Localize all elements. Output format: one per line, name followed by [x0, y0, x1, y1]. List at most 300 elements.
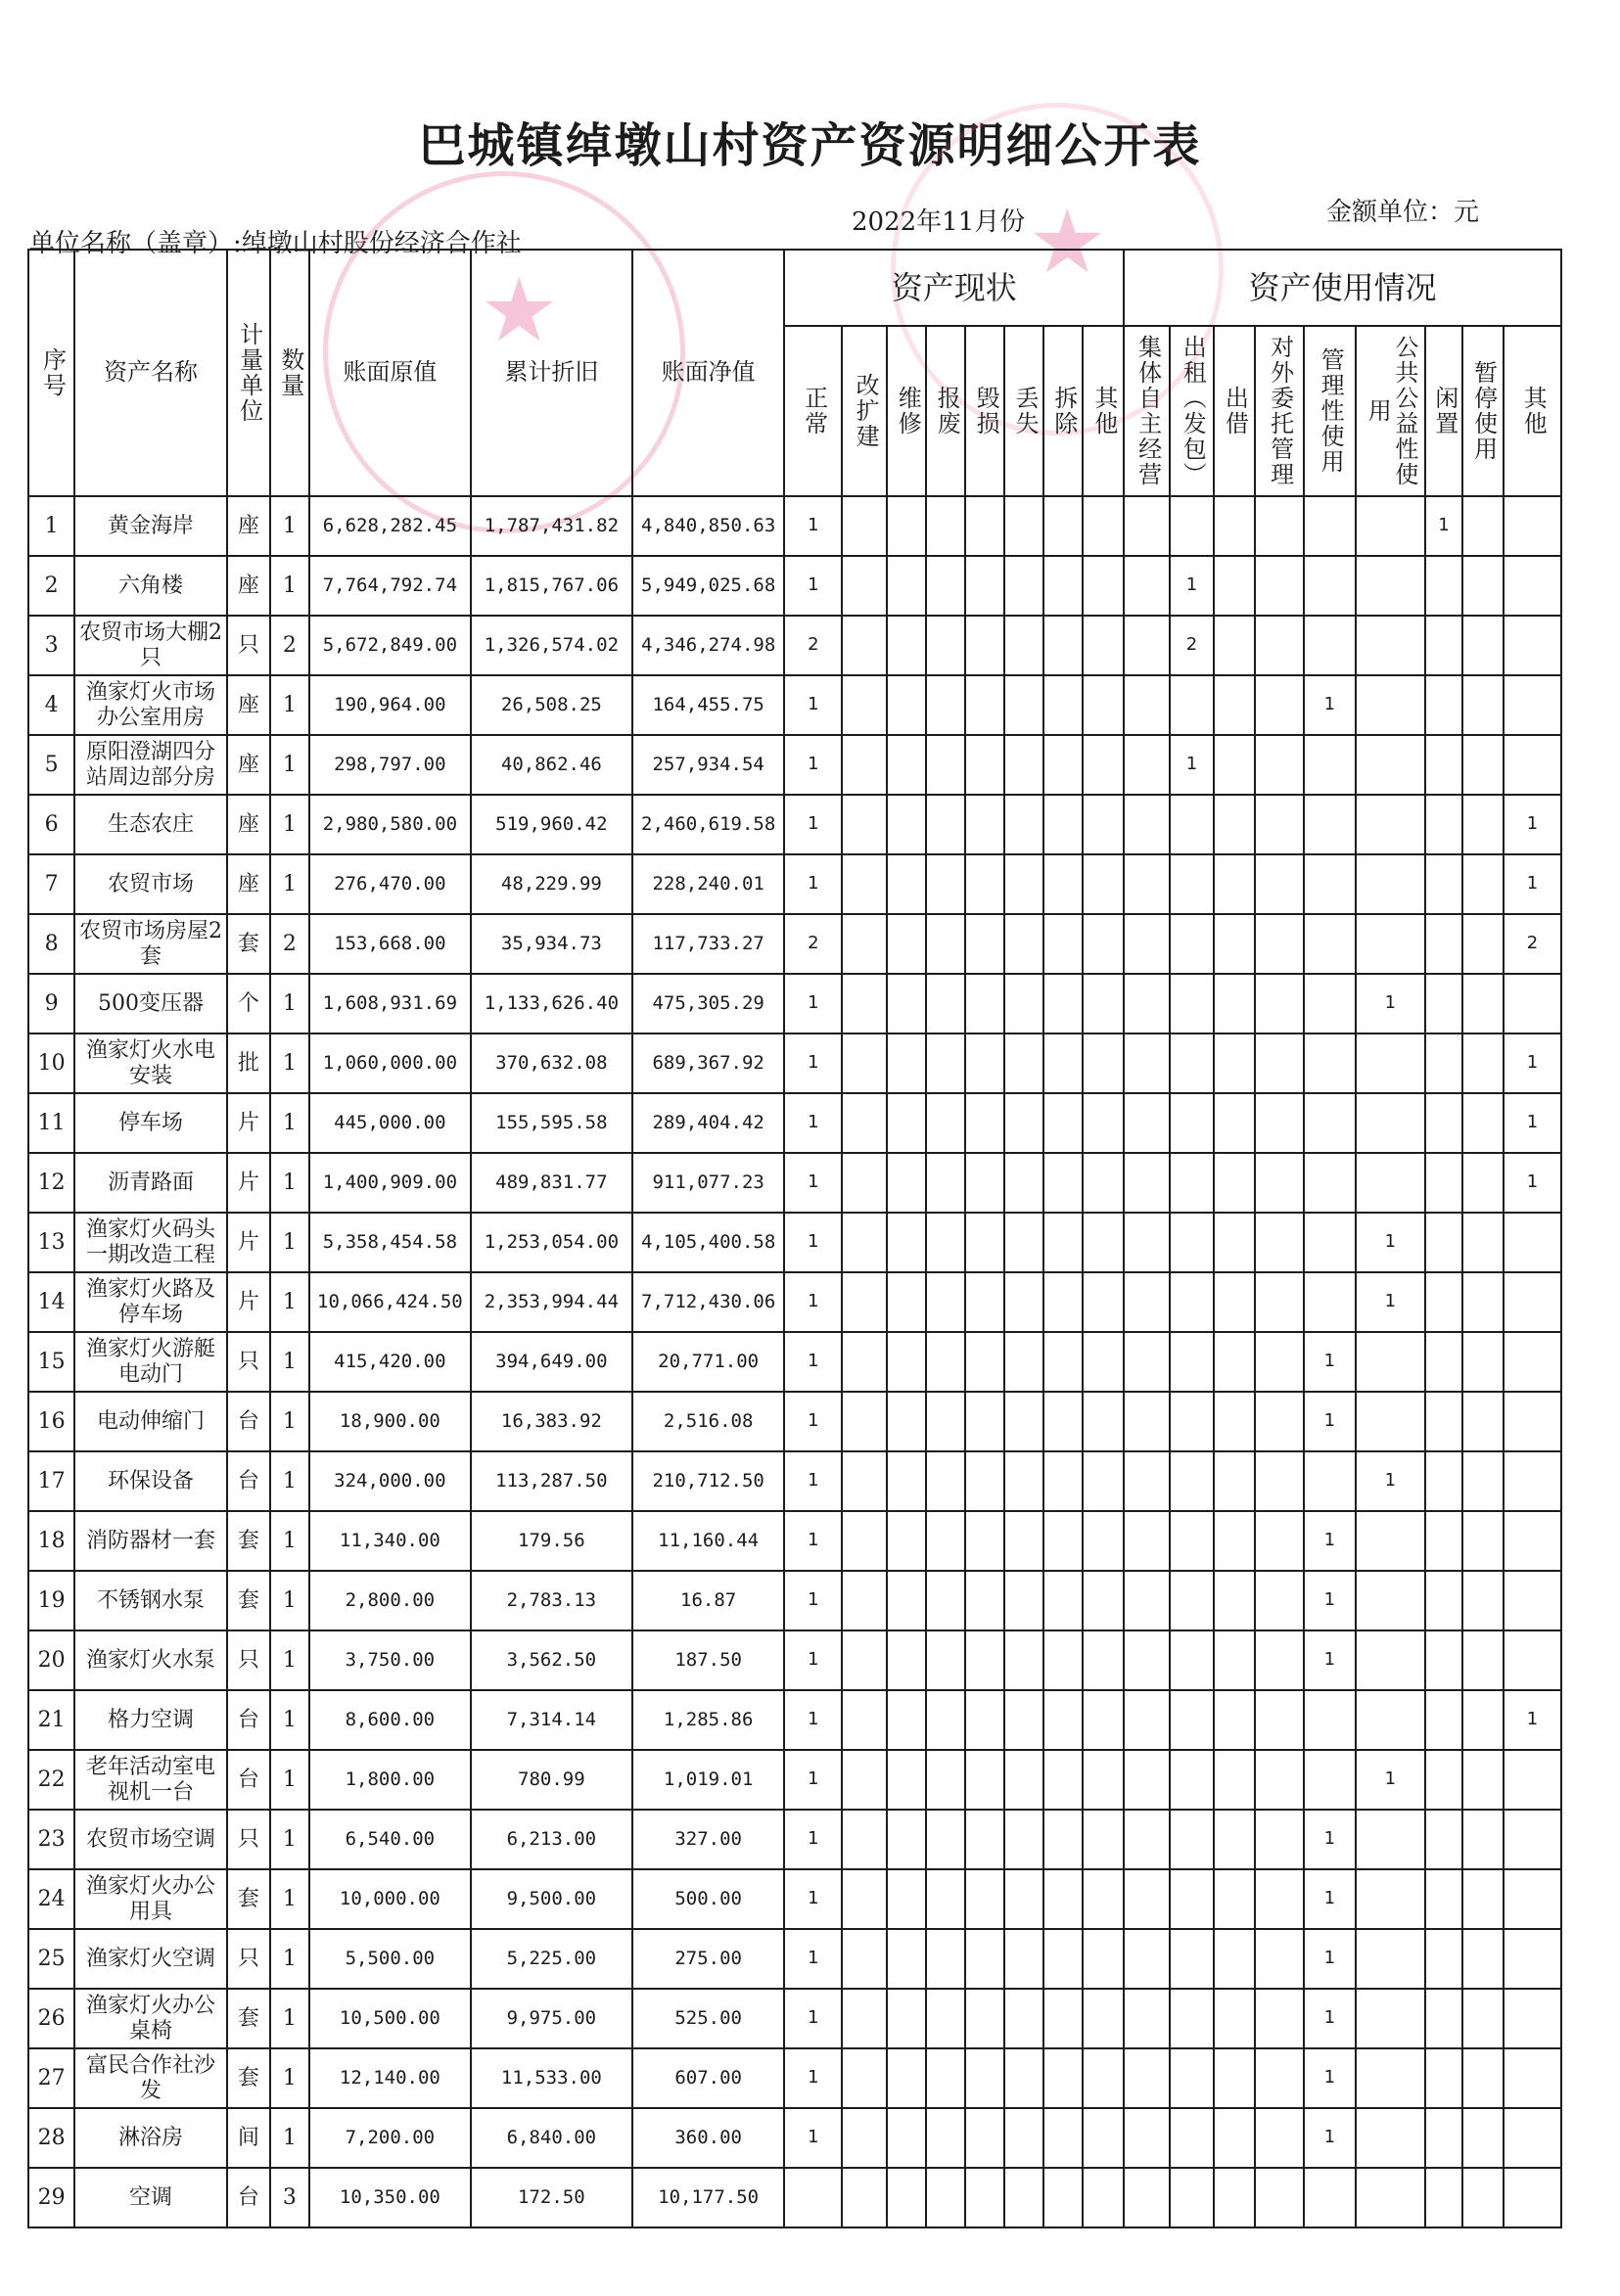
row-status-normal: 1	[784, 1750, 842, 1810]
row-status-cell	[965, 2048, 1004, 2108]
row-usage-cell	[1356, 2108, 1425, 2168]
row-usage-cell	[1255, 1332, 1304, 1392]
row-status-cell	[926, 675, 965, 735]
row-asset-name: 原阳澄湖四分站周边部分房	[74, 735, 227, 795]
row-usage-cell	[1504, 2108, 1561, 2168]
row-asset-name: 老年活动室电视机一台	[74, 1750, 227, 1810]
row-status-cell	[1083, 1750, 1124, 1810]
row-usage-cell	[1214, 675, 1255, 735]
row-usage-cell	[1255, 1630, 1304, 1690]
row-usage-cell	[1504, 1511, 1561, 1571]
row-usage-cell	[1170, 1630, 1213, 1690]
row-unit: 片	[227, 1093, 270, 1153]
row-status-normal: 2	[784, 914, 842, 974]
row-status-cell	[1083, 1989, 1124, 2048]
row-status-cell	[965, 735, 1004, 795]
row-status-cell	[1083, 1869, 1124, 1929]
row-usage-cell: 1	[1304, 1929, 1356, 1989]
row-qty: 1	[270, 1869, 309, 1929]
row-qty: 1	[270, 1272, 309, 1332]
row-usage-cell	[1304, 1093, 1356, 1153]
row-qty: 1	[270, 1690, 309, 1750]
header-qty: 数量	[270, 250, 309, 496]
row-status-cell	[887, 2048, 926, 2108]
row-status-cell	[842, 1989, 887, 2048]
row-status-normal: 1	[784, 1033, 842, 1093]
row-status-cell	[1004, 1033, 1043, 1093]
row-usage-cell	[1462, 1989, 1504, 2048]
row-usage-cell	[1356, 675, 1425, 735]
row-depreciation: 6,840.00	[471, 2108, 632, 2168]
row-qty: 1	[270, 1630, 309, 1690]
row-usage-cell: 1	[1504, 1093, 1561, 1153]
row-depreciation: 16,383.92	[471, 1392, 632, 1451]
row-usage-cell: 1	[1304, 1630, 1356, 1690]
row-usage-cell	[1356, 1332, 1425, 1392]
row-status-cell	[1083, 1571, 1124, 1630]
row-usage-cell	[1425, 854, 1462, 914]
row-status-cell	[1083, 1511, 1124, 1571]
row-usage-cell	[1255, 2168, 1304, 2227]
row-status-cell	[887, 1033, 926, 1093]
document-title: 巴城镇绰墩山村资产资源明细公开表	[418, 118, 1202, 173]
row-usage-cell	[1304, 974, 1356, 1033]
row-usage-cell	[1504, 1392, 1561, 1451]
row-seq: 19	[28, 1571, 74, 1630]
table-row	[28, 914, 1561, 974]
unit-name-label: 单位名称（盖章）:绰墩山村股份经济合作社	[29, 229, 522, 258]
row-usage-cell: 1	[1304, 1511, 1356, 1571]
row-usage-cell: 1	[1304, 1810, 1356, 1869]
row-usage-cell	[1255, 496, 1304, 556]
row-usage-cell	[1255, 2048, 1304, 2108]
header-usage-4: 管理性使用	[1304, 326, 1356, 496]
row-usage-cell: 1	[1504, 854, 1561, 914]
report-period: 2022年11月份	[852, 207, 1026, 237]
row-book-value: 415,420.00	[309, 1332, 471, 1392]
row-status-cell	[1043, 854, 1083, 914]
row-depreciation: 2,353,994.44	[471, 1272, 632, 1332]
row-unit: 套	[227, 2048, 270, 2108]
row-usage-cell	[1124, 2168, 1170, 2227]
row-status-cell	[926, 2108, 965, 2168]
row-book-value: 1,400,909.00	[309, 1153, 471, 1213]
row-net-value: 2,516.08	[632, 1392, 785, 1451]
row-usage-cell	[1504, 1571, 1561, 1630]
row-usage-cell	[1255, 1571, 1304, 1630]
row-usage-cell	[1504, 616, 1561, 675]
row-depreciation: 6,213.00	[471, 1810, 632, 1869]
row-seq: 5	[28, 735, 74, 795]
row-net-value: 607.00	[632, 2048, 785, 2108]
row-qty: 1	[270, 496, 309, 556]
table-row	[28, 1272, 1561, 1332]
row-status-cell	[1043, 1153, 1083, 1213]
row-status-cell	[1083, 1213, 1124, 1272]
row-net-value: 16.87	[632, 1571, 785, 1630]
row-depreciation: 370,632.08	[471, 1033, 632, 1093]
row-status-cell	[1043, 1630, 1083, 1690]
row-usage-cell	[1214, 1272, 1255, 1332]
row-usage-cell	[1356, 616, 1425, 675]
row-qty: 3	[270, 2168, 309, 2227]
row-status-cell	[1083, 556, 1124, 616]
row-usage-cell	[1462, 974, 1504, 1033]
row-status-normal: 1	[784, 1571, 842, 1630]
row-usage-cell	[1462, 616, 1504, 675]
row-unit: 座	[227, 854, 270, 914]
row-status-normal: 1	[784, 1332, 842, 1392]
row-depreciation: 394,649.00	[471, 1332, 632, 1392]
row-usage-cell	[1462, 496, 1504, 556]
row-usage-cell	[1255, 1810, 1304, 1869]
row-usage-cell	[1504, 1272, 1561, 1332]
row-usage-cell	[1504, 735, 1561, 795]
row-seq: 12	[28, 1153, 74, 1213]
row-seq: 3	[28, 616, 74, 675]
row-status-cell	[887, 1630, 926, 1690]
row-status-cell	[926, 1272, 965, 1332]
row-unit: 只	[227, 1630, 270, 1690]
row-book-value: 1,800.00	[309, 1750, 471, 1810]
row-usage-cell	[1214, 1153, 1255, 1213]
row-usage-cell	[1356, 1989, 1425, 2048]
row-usage-cell	[1304, 1272, 1356, 1332]
table-row	[28, 556, 1561, 616]
row-usage-cell	[1255, 1511, 1304, 1571]
row-depreciation: 489,831.77	[471, 1153, 632, 1213]
row-status-cell	[1004, 1213, 1043, 1272]
row-seq: 17	[28, 1451, 74, 1511]
table-row	[28, 1332, 1561, 1392]
row-status-cell	[1083, 1332, 1124, 1392]
row-status-cell	[926, 1511, 965, 1571]
row-seq: 16	[28, 1392, 74, 1451]
row-usage-cell	[1214, 1213, 1255, 1272]
table-row	[28, 1630, 1561, 1690]
row-asset-name: 渔家灯火办公用具	[74, 1869, 227, 1929]
row-usage-cell	[1462, 1690, 1504, 1750]
row-seq: 27	[28, 2048, 74, 2108]
row-net-value: 10,177.50	[632, 2168, 785, 2227]
row-usage-cell	[1356, 1153, 1425, 1213]
row-status-cell	[1083, 1451, 1124, 1511]
row-usage-cell	[1356, 914, 1425, 974]
row-usage-cell	[1255, 616, 1304, 675]
row-asset-name: 富民合作社沙发	[74, 2048, 227, 2108]
row-usage-cell	[1124, 1869, 1170, 1929]
row-unit: 台	[227, 2168, 270, 2227]
row-usage-cell	[1462, 1153, 1504, 1213]
row-status-cell	[965, 1690, 1004, 1750]
row-usage-cell	[1504, 974, 1561, 1033]
row-net-value: 2,460,619.58	[632, 795, 785, 854]
row-asset-name: 生态农庄	[74, 795, 227, 854]
row-usage-cell	[1462, 1810, 1504, 1869]
row-depreciation: 40,862.46	[471, 735, 632, 795]
row-status-cell	[926, 1630, 965, 1690]
row-usage-cell	[1124, 854, 1170, 914]
row-usage-cell	[1356, 2048, 1425, 2108]
row-depreciation: 172.50	[471, 2168, 632, 2227]
row-usage-cell	[1425, 974, 1462, 1033]
row-usage-cell	[1124, 1451, 1170, 1511]
row-usage-cell	[1304, 914, 1356, 974]
row-status-cell	[887, 1153, 926, 1213]
row-status-cell	[887, 1750, 926, 1810]
row-net-value: 187.50	[632, 1630, 785, 1690]
row-asset-name: 农贸市场空调	[74, 1810, 227, 1869]
row-seq: 13	[28, 1213, 74, 1272]
row-status-cell	[965, 2108, 1004, 2168]
row-net-value: 360.00	[632, 2108, 785, 2168]
row-usage-cell	[1214, 1690, 1255, 1750]
row-status-normal: 1	[784, 1093, 842, 1153]
row-usage-cell: 1	[1504, 1033, 1561, 1093]
row-depreciation: 11,533.00	[471, 2048, 632, 2108]
row-usage-cell	[1462, 1630, 1504, 1690]
table-row	[28, 1392, 1561, 1451]
row-usage-cell: 1	[1170, 556, 1213, 616]
row-usage-cell	[1462, 854, 1504, 914]
row-qty: 1	[270, 1511, 309, 1571]
table-row	[28, 2168, 1561, 2227]
row-usage-cell	[1170, 1392, 1213, 1451]
row-usage-cell	[1462, 2168, 1504, 2227]
table-row	[28, 1213, 1561, 1272]
row-book-value: 153,668.00	[309, 914, 471, 974]
row-book-value: 2,800.00	[309, 1571, 471, 1630]
row-status-normal: 1	[784, 854, 842, 914]
row-unit: 座	[227, 496, 270, 556]
row-status-normal: 1	[784, 1272, 842, 1332]
table-row	[28, 1690, 1561, 1750]
table-row	[28, 1869, 1561, 1929]
row-usage-cell	[1504, 2168, 1561, 2227]
row-net-value: 5,949,025.68	[632, 556, 785, 616]
row-usage-cell	[1356, 496, 1425, 556]
row-usage-cell	[1356, 556, 1425, 616]
row-status-cell	[1004, 1392, 1043, 1451]
row-usage-cell	[1462, 1213, 1504, 1272]
row-qty: 1	[270, 556, 309, 616]
header-seq: 序号	[28, 250, 74, 496]
row-status-cell	[842, 2048, 887, 2108]
row-usage-cell	[1214, 1929, 1255, 1989]
row-status-normal: 1	[784, 496, 842, 556]
row-status-cell	[1004, 2048, 1043, 2108]
row-status-cell	[842, 1332, 887, 1392]
row-status-cell	[965, 496, 1004, 556]
row-qty: 1	[270, 735, 309, 795]
row-status-cell	[965, 616, 1004, 675]
row-asset-name: 格力空调	[74, 1690, 227, 1750]
row-usage-cell	[1425, 1332, 1462, 1392]
row-status-cell	[1043, 556, 1083, 616]
row-net-value: 117,733.27	[632, 914, 785, 974]
row-usage-cell	[1462, 1272, 1504, 1332]
row-status-cell	[926, 556, 965, 616]
row-usage-cell	[1214, 1033, 1255, 1093]
row-seq: 11	[28, 1093, 74, 1153]
row-seq: 29	[28, 2168, 74, 2227]
row-unit: 台	[227, 1451, 270, 1511]
row-usage-cell	[1462, 2108, 1504, 2168]
row-status-cell	[1083, 735, 1124, 795]
row-usage-cell	[1255, 914, 1304, 974]
row-status-cell	[926, 1750, 965, 1810]
row-net-value: 275.00	[632, 1929, 785, 1989]
row-net-value: 11,160.44	[632, 1511, 785, 1571]
row-qty: 1	[270, 1332, 309, 1392]
row-usage-cell	[1425, 1093, 1462, 1153]
row-status-cell	[887, 2168, 926, 2227]
row-usage-cell	[1304, 616, 1356, 675]
row-status-cell	[1004, 556, 1043, 616]
row-usage-cell	[1170, 1929, 1213, 1989]
row-usage-cell: 1	[1356, 1451, 1425, 1511]
row-seq: 21	[28, 1690, 74, 1750]
header-status-3: 报废	[926, 326, 965, 496]
row-usage-cell	[1255, 1093, 1304, 1153]
row-status-cell	[842, 675, 887, 735]
row-usage-cell	[1124, 795, 1170, 854]
row-book-value: 11,340.00	[309, 1511, 471, 1571]
header-usage-1: 出租（发包）	[1170, 326, 1213, 496]
row-status-cell	[1004, 1989, 1043, 2048]
row-unit: 台	[227, 1690, 270, 1750]
row-usage-cell	[1504, 556, 1561, 616]
row-status-cell	[887, 1571, 926, 1630]
row-status-cell	[965, 1929, 1004, 1989]
row-usage-cell	[1214, 616, 1255, 675]
header-usage-3: 对外委托管理	[1255, 326, 1304, 496]
row-status-cell	[965, 1630, 1004, 1690]
row-status-cell	[1083, 914, 1124, 974]
row-status-cell	[965, 556, 1004, 616]
row-seq: 15	[28, 1332, 74, 1392]
row-asset-name: 农贸市场大棚2只	[74, 616, 227, 675]
row-usage-cell	[1462, 1869, 1504, 1929]
row-usage-cell	[1255, 1153, 1304, 1213]
row-status-cell	[1004, 914, 1043, 974]
row-status-cell	[1004, 1511, 1043, 1571]
row-net-value: 475,305.29	[632, 974, 785, 1033]
row-usage-cell	[1504, 1750, 1561, 1810]
row-usage-cell	[1255, 1033, 1304, 1093]
row-book-value: 1,060,000.00	[309, 1033, 471, 1093]
table-row	[28, 675, 1561, 735]
row-usage-cell	[1124, 1810, 1170, 1869]
row-qty: 1	[270, 1571, 309, 1630]
row-status-cell	[926, 1869, 965, 1929]
row-seq: 18	[28, 1511, 74, 1571]
row-net-value: 7,712,430.06	[632, 1272, 785, 1332]
row-asset-name: 黄金海岸	[74, 496, 227, 556]
row-status-cell	[842, 795, 887, 854]
row-asset-name: 渔家灯火码头一期改造工程	[74, 1213, 227, 1272]
row-status-cell	[1043, 1392, 1083, 1451]
row-status-cell	[1083, 854, 1124, 914]
row-depreciation: 1,133,626.40	[471, 974, 632, 1033]
row-net-value: 500.00	[632, 1869, 785, 1929]
row-status-normal: 1	[784, 2048, 842, 2108]
row-depreciation: 179.56	[471, 1511, 632, 1571]
row-status-cell	[1043, 1213, 1083, 1272]
row-unit: 座	[227, 556, 270, 616]
header-book-value: 账面原值	[309, 250, 471, 496]
row-usage-cell	[1255, 795, 1304, 854]
row-status-cell	[1043, 496, 1083, 556]
row-usage-cell	[1425, 2168, 1462, 2227]
row-seq: 14	[28, 1272, 74, 1332]
row-status-normal: 1	[784, 556, 842, 616]
row-usage-cell	[1304, 1750, 1356, 1810]
row-status-cell	[1004, 1272, 1043, 1332]
row-usage-cell	[1504, 1213, 1561, 1272]
row-usage-cell: 1	[1304, 1869, 1356, 1929]
row-usage-cell	[1462, 735, 1504, 795]
row-usage-cell	[1425, 795, 1462, 854]
row-usage-cell	[1356, 1093, 1425, 1153]
row-usage-cell	[1170, 795, 1213, 854]
row-usage-cell	[1356, 1392, 1425, 1451]
row-usage-cell	[1462, 1093, 1504, 1153]
row-book-value: 10,000.00	[309, 1869, 471, 1929]
row-status-normal: 1	[784, 675, 842, 735]
row-usage-cell	[1255, 2108, 1304, 2168]
row-net-value: 911,077.23	[632, 1153, 785, 1213]
row-status-cell	[1043, 1093, 1083, 1153]
row-book-value: 5,358,454.58	[309, 1213, 471, 1272]
row-asset-name: 渔家灯火空调	[74, 1929, 227, 1989]
row-qty: 1	[270, 974, 309, 1033]
row-status-cell	[1043, 675, 1083, 735]
table-row	[28, 854, 1561, 914]
row-unit: 只	[227, 1332, 270, 1392]
row-qty: 1	[270, 1929, 309, 1989]
row-depreciation: 5,225.00	[471, 1929, 632, 1989]
row-status-cell	[842, 914, 887, 974]
row-usage-cell	[1170, 1451, 1213, 1511]
row-status-cell	[887, 1451, 926, 1511]
row-depreciation: 1,787,431.82	[471, 496, 632, 556]
row-status-cell	[1004, 795, 1043, 854]
row-usage-cell	[1255, 1869, 1304, 1929]
table-row	[28, 974, 1561, 1033]
row-seq: 4	[28, 675, 74, 735]
row-unit: 只	[227, 1929, 270, 1989]
table-body	[28, 496, 1561, 2227]
row-unit: 座	[227, 795, 270, 854]
row-book-value: 8,600.00	[309, 1690, 471, 1750]
row-depreciation: 155,595.58	[471, 1093, 632, 1153]
row-status-normal	[784, 2168, 842, 2227]
row-status-cell	[1043, 1033, 1083, 1093]
row-seq: 8	[28, 914, 74, 974]
row-status-cell	[1083, 1810, 1124, 1869]
row-status-cell	[887, 1511, 926, 1571]
row-usage-cell	[1124, 2048, 1170, 2108]
header-unit: 计量单位	[227, 250, 270, 496]
row-status-cell	[842, 1033, 887, 1093]
row-usage-cell	[1124, 914, 1170, 974]
row-book-value: 7,200.00	[309, 2108, 471, 2168]
row-net-value: 20,771.00	[632, 1332, 785, 1392]
row-status-cell	[965, 2168, 1004, 2227]
row-status-cell	[887, 1929, 926, 1989]
row-depreciation: 3,562.50	[471, 1630, 632, 1690]
